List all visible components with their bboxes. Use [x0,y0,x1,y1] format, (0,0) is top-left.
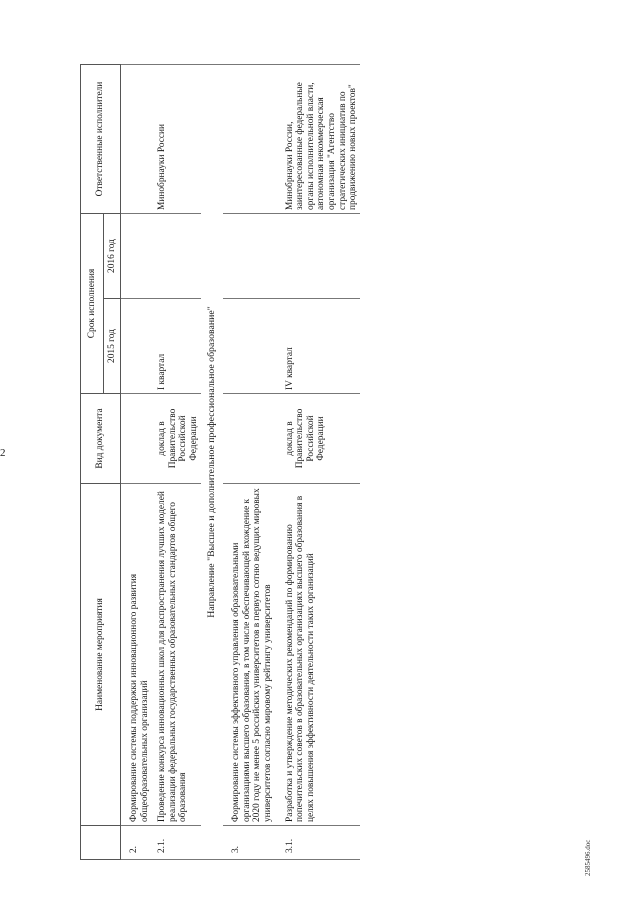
row-number: 2. [121,826,152,860]
rotated-table-container [80,65,460,860]
header-name: Наименование мероприятия [81,484,121,826]
row-2016 [223,214,274,299]
row-name: Проведение конкурса инновационных школ для распространения лучших моделей реализации федеральных государственных образовательных стандартов общего образования [151,484,200,826]
row-2015: I квартал [151,299,200,394]
row-name: Формирование системы поддержки инновационного развития общеобразовательных организаций [121,484,152,826]
header-number [81,826,121,860]
row-responsible: Минобрнауки России, заинтересованные федеральные органы исполнительной власти, автономная некоммерческая организация "Агентство стратегических инициатив по продвижению новых проектов" [275,65,360,214]
row-responsible [223,65,274,214]
table-row [151,65,200,860]
page-number: 2 [0,447,6,459]
header-deadline: Срок исполнения [81,214,104,394]
row-2015 [121,299,152,394]
row-2016 [121,214,152,299]
header-2016: 2016 год [104,214,121,299]
row-responsible [121,65,152,214]
section-title: Направление "Высшее и дополнительное профессиональное образование" [201,65,224,860]
table-row [223,65,274,860]
table-row [275,65,360,860]
row-number: 2.1. [151,826,200,860]
section-row [201,65,224,860]
footer-code: 2585496.doc [584,839,592,876]
table-row [121,65,152,860]
row-responsible: Минобрнауки России [151,65,200,214]
row-name: Формирование системы эффективного управления образовательными организациями высшего образования, в том числе обеспечивающей вхождение к 2020 году не менее 5 российских университетов в первую сотню ведущих мировых университетов согласно мировому рейтингу университетов [223,484,274,826]
row-2016 [275,214,360,299]
row-doc: доклад в Правительство Российской Федерации [275,394,360,484]
row-2015: IV квартал [275,299,360,394]
row-2016 [151,214,200,299]
row-2015 [223,299,274,394]
measures-table [80,64,360,860]
row-doc [121,394,152,484]
header-responsible: Ответственные исполнители [81,65,121,214]
row-number: 3.1. [275,826,360,860]
row-doc: доклад в Правительство Российской Федерации [151,394,200,484]
header-doc-type: Вид документа [81,394,121,484]
row-number: 3. [223,826,274,860]
row-name: Разработка и утверждение методических рекомендаций по формированию попечительских советов в образовательных организациях высшего образования в целях повышения эффективности деятельности таких организаций [275,484,360,826]
row-doc [223,394,274,484]
header-2015: 2015 год [104,299,121,394]
